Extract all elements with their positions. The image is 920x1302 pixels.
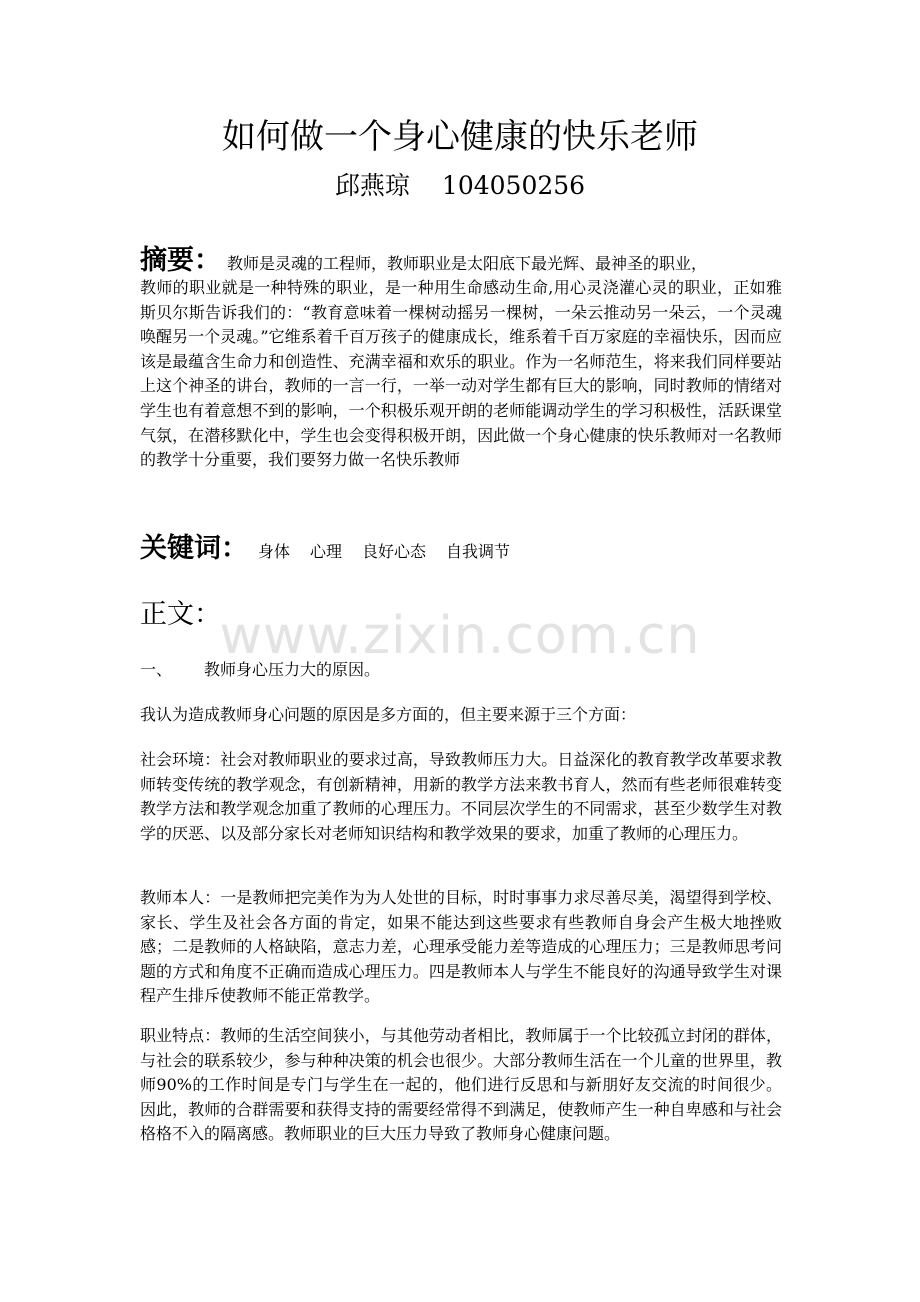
author-name: 邱燕琼 <box>334 171 410 200</box>
keyword-item: 身体 <box>258 542 291 561</box>
paragraph-job-characteristics: 职业特点：教师的生活空间狭小，与其他劳动者相比，教师属于一个比较孤立封闭的群体，与社会的联系较少，参与种种决策的机会也很少。大部分教师生活在一个儿童的世界里，教师90%的工作时间是专门与学生在一起的，他们进行反思和与新朋好友交流的时间很少。因此，教师的合群需要和获得支持的需要经常得不到满足，使教师产生一种自卑感和与社会格格不入的隔离感。教师职业的巨大压力导致了教师身心健康问题。 <box>140 1026 782 1144</box>
keyword-item: 良好心态 <box>362 542 427 561</box>
paragraph-teacher-self: 教师本人：一是教师把完美作为为人处世的目标，时时事事力求尽善尽美，渴望得到学校、家长、学生及社会各方面的肯定，如果不能达到这些要求有些教师自身会产生极大地挫败感；二是教师的人格缺陷，意志力差，心理承受能力差等造成的心理压力；三是教师思考问题的方式和角度不正确而造成心理压力。四是教师本人与学生不能良好的沟通导致学生对课程产生排斥使教师不能正常教学。 <box>140 888 782 1006</box>
abstract-text: 教师的职业就是一种特殊的职业，是一种用生命感动生命,用心灵浇灌心灵的职业，正如雅斯贝尔斯告诉我们的：“教育意味着一棵树动摇另一棵树，一朵云推动另一朵云，一个灵魂唤醒另一个灵魂。”它维系着千百万孩子的健康成长，维系着千百万家庭的幸福快乐，因而应该是最蕴含生命力和创造性、充满幸福和欢乐的职业。作为一名师范生，将来我们同样要站上这个神圣的讲台，教师的一言一行，一举一动对学生都有巨大的影响，同时教师的情绪对学生也有着意想不到的影响，一个积极乐观开朗的老师能调动学生的学习积极性，活跃课堂气氛，在潜移默化中，学生也会变得积极开朗，因此做一个身心健康的快乐教师对一名教师的教学十分重要，我们要努力做一名快乐教师 <box>140 278 782 470</box>
keywords-label: 关键词： <box>140 533 248 564</box>
keyword-item: 心理 <box>310 542 343 561</box>
student-id: 104050256 <box>441 171 586 200</box>
abstract-label: 摘要： <box>140 245 221 276</box>
watermark-text: www.zixin.com.cn <box>219 606 701 666</box>
section-number: 一、 <box>140 660 173 679</box>
author-line <box>0 168 920 204</box>
section-heading <box>140 657 380 680</box>
abstract-first-line: 教师是灵魂的工程师，教师职业是太阳底下最光辉、最神圣的职业， <box>227 254 708 273</box>
body-label: 正文： <box>140 599 221 630</box>
paragraph-social-environment: 社会环境：社会对教师职业的要求过高，导致教师压力大。日益深化的教育教学改革要求教师转变传统的教学观念，有创新精神，用新的教学方法来教书育人，然而有些老师很难转变教学方法和教学观念加重了教师的心理压力。不同层次学生的不同需求，甚至少数学生对教学的厌恶、以及部分家长对老师知识结构和教学效果的要求，加重了教师的心理压力。 <box>140 750 782 843</box>
intro-paragraph: 我认为造成教师身心问题的原因是多方面的，但主要来源于三个方面： <box>140 705 637 724</box>
keyword-item: 自我调节 <box>446 542 511 561</box>
keywords-line <box>140 526 530 565</box>
document-title: 如何做一个身心健康的快乐老师 <box>222 117 698 157</box>
section-title: 教师身心压力大的原因。 <box>204 660 381 679</box>
abstract-heading-line <box>140 238 800 277</box>
